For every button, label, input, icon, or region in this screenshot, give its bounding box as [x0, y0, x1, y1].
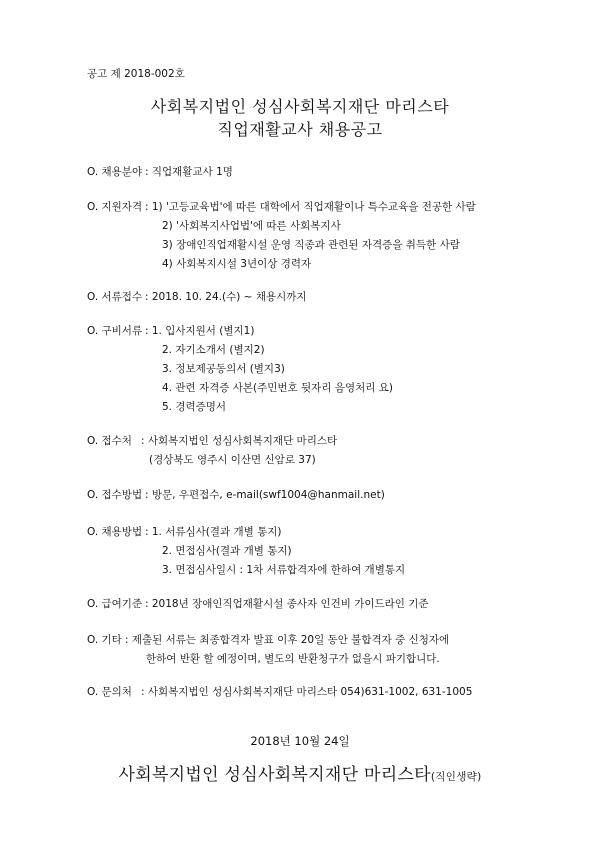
contact-value: : 사회복지법인 성심사회복지재단 마리스타 054)631-1002, 631-1005	[141, 686, 473, 698]
method-label: O. 접수방법	[87, 489, 143, 501]
qualification-item-2: 2) '사회복지사업법'에 따른 사회복지사	[162, 220, 341, 232]
qualification-item-1: : 1) '고등교육법'에 따른 대학에서 직업재활이나 특수교육을 전공한 사람	[145, 201, 476, 213]
hiring-label: O. 채용방법	[87, 526, 143, 538]
hiring-item-3: 3. 면접심사일시 : 1차 서류합격자에 한하여 개별통지	[162, 564, 406, 576]
qualification-item-4: 4) 사회복지시설 3년이상 경력자	[162, 258, 312, 270]
salary-label: O. 급여기준	[87, 598, 143, 610]
field-value: : 직업재활교사 1명	[145, 166, 233, 178]
issue-date: 2018년 10월 24일	[250, 734, 350, 748]
etc-label: O. 기타	[87, 634, 122, 646]
hiring-item-1: : 1. 서류심사(결과 개별 통지)	[145, 526, 282, 538]
signature-note: (직인생략)	[430, 771, 482, 783]
salary-value: : 2018년 장애인직업재활시설 종사자 인건비 가이드라인 기준	[145, 598, 429, 610]
documents-item-1: : 1. 입사지원서 (별지1)	[145, 325, 255, 337]
receipt-label: O. 서류접수	[87, 291, 143, 303]
hiring-item-2: 2. 면접심사(결과 개별 통지)	[162, 545, 292, 557]
documents-item-4: 4. 관련 자격증 사본(주민번호 뒷자리 음영처리 요)	[162, 382, 393, 394]
documents-label: O. 구비서류	[87, 325, 143, 337]
receipt-value: : 2018. 10. 24.(수) ~ 채용시까지	[145, 291, 307, 303]
place-value: : 사회복지법인 성심사회복지재단 마리스타	[141, 435, 338, 447]
signature-org: 사회복지법인 성심사회복지재단 마리스타	[118, 765, 431, 785]
contact-label: O. 문의처	[87, 686, 132, 698]
documents-item-3: 3. 정보제공동의서 (별지3)	[162, 363, 285, 375]
place-label: O. 접수처	[87, 435, 132, 447]
method-value: : 방문, 우편접수, e-mail(swf1004@hanmail.net)	[145, 489, 385, 501]
field-label: O. 채용분야	[87, 166, 143, 178]
title-line-2: 직업재활교사 채용공고	[217, 120, 383, 139]
qualification-label: O. 지원자격	[87, 201, 143, 213]
signature	[0, 760, 600, 785]
place-address: (경상북도 영주시 이산면 신암로 37)	[149, 454, 316, 466]
etc-line-2: 한하여 반환 할 예정이며, 별도의 반환청구가 없을시 파기합니다.	[146, 653, 440, 665]
qualification-item-3: 3) 장애인직업재활시설 운영 직종과 관련된 자격증을 취득한 사람	[162, 239, 460, 251]
etc-line-1: : 제출된 서류는 최종합격자 발표 이후 20일 동안 불합격자 중 신청자에	[125, 634, 450, 646]
title-line-1: 사회복지법인 성심사회복지재단 마리스타	[150, 97, 450, 116]
notice-number: 공고 제 2018-002호	[87, 68, 185, 80]
documents-item-2: 2. 자기소개서 (별지2)	[162, 344, 265, 356]
documents-item-5: 5. 경력증명서	[162, 401, 227, 413]
